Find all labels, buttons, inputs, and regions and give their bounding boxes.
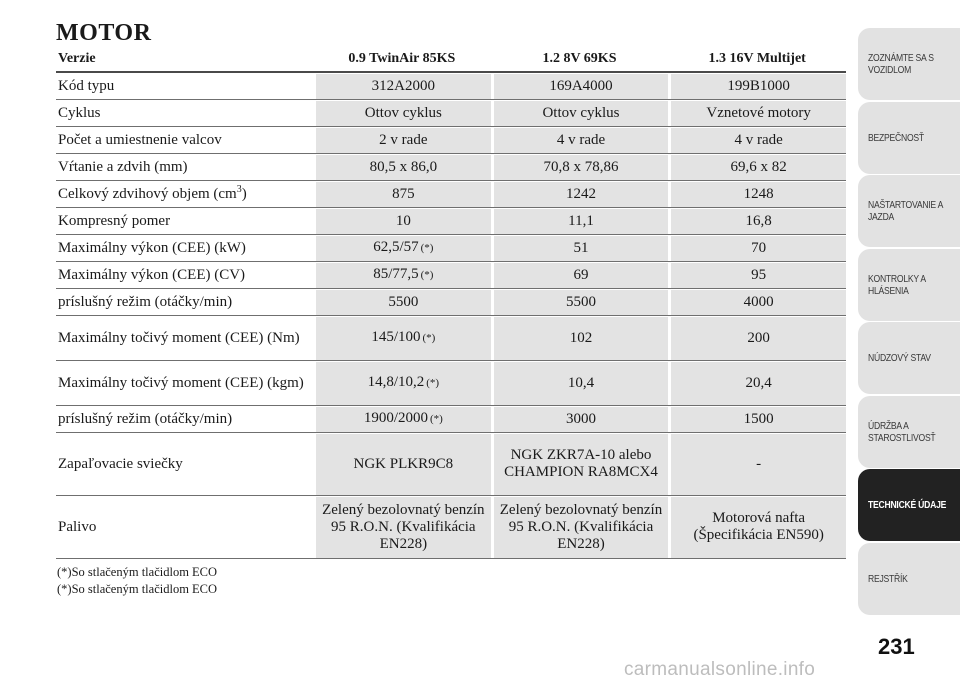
value-twinair-cell	[313, 406, 491, 433]
value-line	[568, 375, 594, 392]
value-shade	[494, 155, 669, 180]
row-label-text: Kompresný pomer	[58, 212, 171, 229]
value-shade	[316, 74, 491, 99]
value-line	[557, 132, 605, 149]
value-line	[573, 267, 588, 284]
value-shade	[671, 362, 846, 405]
table-header-row	[56, 45, 846, 72]
row-label	[56, 208, 313, 235]
value-twinair-cell	[313, 361, 491, 406]
eco-footnote-marker: (*)	[430, 413, 443, 425]
sidebar-tab-label: ÚDRŽBA A STAROSTLIVOSŤ	[868, 419, 936, 444]
row-label	[56, 100, 313, 127]
value-line	[365, 105, 442, 122]
value-multijet-cell	[668, 433, 846, 496]
header-twinair: 0.9 TwinAir 85KS	[313, 45, 491, 72]
value-twinair: NGK PLKR9C8	[353, 455, 454, 472]
value-twinair: 145/100	[371, 329, 421, 345]
value-line	[368, 374, 440, 392]
value-shade	[494, 263, 669, 288]
row-label-text: Palivo	[58, 518, 97, 535]
value-shade	[316, 290, 491, 315]
value-multijet-cell	[668, 127, 846, 154]
value-shade	[494, 128, 669, 153]
table-row	[56, 127, 846, 154]
sidebar-tab-label: NÚDZOVÝ STAV	[868, 352, 931, 364]
row-label-text: Maximálny výkon (CEE) (CV)	[58, 266, 246, 283]
value-line	[727, 78, 790, 95]
eco-footnote-marker: (*)	[426, 377, 440, 389]
header-multijet: 1.3 16V Multijet	[668, 45, 846, 72]
value-multijet-cell	[668, 316, 846, 361]
value-multijet: 70	[751, 239, 767, 256]
value-twinair-cell	[313, 235, 491, 262]
value-line	[735, 132, 783, 149]
row-label	[56, 181, 313, 208]
sidebar-tab[interactable]	[858, 322, 960, 394]
row-label	[56, 154, 313, 181]
row-label-text: príslušný režim (otáčky/min)	[58, 410, 233, 427]
value-12-8v: 102	[569, 329, 593, 346]
table-row	[56, 72, 846, 100]
value-multijet: 16,8	[745, 212, 772, 229]
sidebar-tab-label: TECHNICKÉ ÚDAJE	[868, 499, 947, 511]
row-label-text: príslušný režim (otáčky/min)	[58, 293, 233, 310]
value-12-8v: 3000	[565, 410, 596, 427]
value-multijet-cell	[668, 496, 846, 559]
value-line	[373, 239, 433, 257]
value-multijet: -	[756, 455, 762, 472]
table-row	[56, 235, 846, 262]
value-twinair: 14,8/10,2	[367, 374, 425, 390]
motor-spec-table	[56, 45, 846, 559]
value-shade	[671, 101, 846, 126]
value-line	[746, 375, 772, 392]
table-row	[56, 100, 846, 127]
value-line	[756, 456, 761, 473]
value-line	[371, 329, 435, 347]
value-multijet: Vznetové motory	[706, 104, 811, 121]
row-label	[56, 262, 313, 289]
footnote-eco: (*)So stlačeným tlačidlom ECO	[57, 565, 218, 579]
value-twinair-cell	[313, 316, 491, 361]
value-twinair-cell	[313, 72, 491, 100]
value-multijet: 20,4	[745, 374, 772, 391]
sidebar-tab[interactable]	[858, 249, 960, 321]
table-row	[56, 316, 846, 361]
value-multijet: 1248	[743, 185, 774, 202]
value-line	[316, 502, 491, 553]
value-multijet: 1500	[743, 410, 774, 427]
row-label	[56, 72, 313, 100]
sidebar-tab[interactable]	[858, 28, 960, 100]
value-multijet-cell	[668, 235, 846, 262]
value-12-8v: Zelený bezolovnatý benzín 95 R.O.N. (Kvalifikácia EN228)	[499, 501, 663, 552]
value-shade	[494, 236, 669, 261]
value-shade	[671, 317, 846, 360]
value-line	[744, 411, 774, 428]
value-multijet: 200	[747, 329, 770, 346]
sidebar-tab-label: NAŠTARTOVANIE A JAZDA	[868, 199, 943, 223]
value-twinair: Ottov cyklus	[364, 104, 442, 121]
row-label-text: Počet a umiestnenie valcov	[58, 131, 222, 148]
row-label	[56, 433, 313, 496]
value-multijet-cell	[668, 208, 846, 235]
row-label-text: Zapaľovacie sviečky	[58, 455, 183, 472]
value-12-8v: NGK ZKR7A-10 alebo CHAMPION RA8MCX4	[504, 447, 658, 480]
value-shade	[494, 74, 669, 99]
value-twinair: 85/77,5	[373, 266, 419, 282]
value-multijet: 4000	[743, 293, 774, 310]
value-twinair: 80,5 x 86,0	[369, 158, 438, 175]
value-line	[566, 294, 596, 311]
value-line	[747, 330, 770, 347]
value-twinair-cell	[313, 208, 491, 235]
value-line	[746, 213, 772, 230]
value-12-8v-cell	[491, 433, 669, 496]
sidebar-tab[interactable]	[858, 396, 960, 468]
header-12-8v: 1.2 8V 69KS	[491, 45, 669, 72]
sidebar-tab[interactable]	[858, 469, 960, 541]
page-number: 231	[878, 634, 915, 659]
eco-footnote-marker: (*)	[420, 242, 434, 254]
value-12-8v: 169A4000	[549, 77, 613, 94]
table-row	[56, 433, 846, 496]
sidebar-tab-label: REJSTŘÍK	[868, 572, 908, 585]
value-shade	[494, 497, 669, 558]
value-line	[364, 410, 443, 428]
value-shade	[316, 155, 491, 180]
value-12-8v-cell	[491, 235, 669, 262]
value-multijet-cell	[668, 100, 846, 127]
value-line	[744, 186, 774, 203]
value-shade	[494, 434, 669, 495]
value-line	[373, 266, 433, 284]
unit-superscript: 3	[236, 183, 242, 195]
row-label-text: Maximálny točivý moment (CEE) (kgm)	[58, 374, 304, 391]
value-shade	[316, 362, 491, 405]
row-label-text: Kód typu	[58, 77, 115, 94]
value-shade	[316, 182, 491, 207]
table-row	[56, 361, 846, 406]
value-line	[568, 213, 594, 230]
chapter-sidebar	[858, 28, 960, 616]
value-12-8v: 11,1	[568, 212, 594, 229]
value-12-8v: 10,4	[567, 374, 595, 391]
value-line	[372, 78, 435, 95]
value-line	[354, 456, 454, 473]
sidebar-tab-label: BEZPEČNOSŤ	[868, 131, 924, 144]
value-shade	[494, 101, 669, 126]
row-label-text: Cyklus	[58, 104, 101, 121]
row-label	[56, 289, 313, 316]
value-line	[494, 447, 669, 481]
sidebar-tab-label: ZOZNÁMTE SA S VOZIDLOM	[868, 52, 934, 76]
value-twinair: 10	[395, 212, 411, 229]
value-12-8v: 70,8 x 78,86	[543, 158, 619, 175]
value-shade	[671, 497, 846, 558]
value-12-8v: 69	[573, 266, 589, 283]
table-row	[56, 289, 846, 316]
value-multijet-cell	[668, 406, 846, 433]
row-label	[56, 496, 313, 559]
value-shade	[671, 434, 846, 495]
value-shade	[316, 434, 491, 495]
value-shade	[494, 209, 669, 234]
value-line	[543, 159, 618, 176]
value-multijet-cell	[668, 72, 846, 100]
row-label-tail: )	[241, 185, 247, 202]
header-versions: Verzie	[56, 45, 313, 72]
value-shade	[316, 209, 491, 234]
value-12-8v: 51	[573, 239, 589, 256]
value-twinair-cell	[313, 127, 491, 154]
value-twinair: Zelený bezolovnatý benzín 95 R.O.N. (Kvalifikácia EN228)	[322, 501, 485, 552]
value-multijet-cell	[668, 154, 846, 181]
value-shade	[494, 182, 669, 207]
value-12-8v-cell	[491, 289, 669, 316]
table-row	[56, 208, 846, 235]
row-label-text: Celkový zdvihový objem (cm	[58, 185, 237, 202]
value-shade	[671, 155, 846, 180]
row-label-text: Vŕtanie a zdvih (mm)	[58, 158, 188, 175]
value-line	[370, 159, 438, 176]
value-twinair: 312A2000	[371, 77, 435, 94]
row-label-text: Maximálny točivý moment (CEE) (Nm)	[58, 329, 300, 346]
value-shade	[316, 407, 491, 432]
value-shade	[316, 236, 491, 261]
value-12-8v-cell	[491, 316, 669, 361]
value-twinair-cell	[313, 181, 491, 208]
value-twinair-cell	[313, 433, 491, 496]
value-line	[392, 186, 415, 203]
value-twinair: 1900/2000	[363, 410, 428, 426]
value-line	[566, 186, 596, 203]
value-12-8v-cell	[491, 127, 669, 154]
value-line	[549, 78, 612, 95]
row-label	[56, 406, 313, 433]
value-12-8v-cell	[491, 154, 669, 181]
value-12-8v-cell	[491, 208, 669, 235]
value-line	[494, 502, 669, 553]
table-row	[56, 496, 846, 559]
value-shade	[494, 290, 669, 315]
value-shade	[316, 128, 491, 153]
row-label	[56, 127, 313, 154]
value-12-8v-cell	[491, 181, 669, 208]
value-shade	[494, 407, 669, 432]
value-twinair: 5500	[388, 293, 419, 310]
value-shade	[671, 74, 846, 99]
sidebar-tab[interactable]	[858, 543, 960, 615]
sidebar-tab-label: KONTROLKY A HLÁSENIA	[868, 272, 926, 297]
footnote-eco: (*)So stlačeným tlačidlom ECO	[57, 582, 218, 596]
value-multijet-cell	[668, 181, 846, 208]
value-shade	[671, 182, 846, 207]
value-12-8v-cell	[491, 262, 669, 289]
value-12-8v-cell	[491, 496, 669, 559]
value-shade	[671, 290, 846, 315]
table-row	[56, 181, 846, 208]
value-multijet: 4 v rade	[734, 131, 783, 148]
value-12-8v-cell	[491, 406, 669, 433]
value-multijet: 199B1000	[727, 77, 790, 94]
value-shade	[316, 497, 491, 558]
value-line	[566, 411, 596, 428]
value-line	[744, 294, 774, 311]
sidebar-tab[interactable]	[858, 102, 960, 174]
value-twinair-cell	[313, 154, 491, 181]
value-line	[671, 510, 846, 544]
value-line	[388, 294, 418, 311]
value-line	[379, 132, 427, 149]
value-twinair-cell	[313, 289, 491, 316]
value-12-8v-cell	[491, 72, 669, 100]
value-twinair: 62,5/57	[373, 239, 419, 255]
row-label	[56, 316, 313, 361]
value-shade	[671, 407, 846, 432]
value-line	[570, 330, 593, 347]
value-multijet: 95	[751, 266, 767, 283]
value-12-8v-cell	[491, 100, 669, 127]
value-shade	[671, 263, 846, 288]
value-12-8v: 1242	[565, 185, 596, 202]
value-twinair: 2 v rade	[379, 131, 428, 148]
row-label	[56, 235, 313, 262]
value-twinair-cell	[313, 100, 491, 127]
value-multijet: Motorová nafta (Špecifikácia EN590)	[693, 510, 824, 543]
table-row	[56, 406, 846, 433]
value-12-8v: Ottov cyklus	[542, 104, 620, 121]
value-line	[542, 105, 619, 122]
value-shade	[494, 317, 669, 360]
watermark: carmanualsonline.info	[624, 659, 816, 680]
eco-footnote-marker: (*)	[420, 269, 434, 281]
value-multijet-cell	[668, 289, 846, 316]
row-label-text: Maximálny výkon (CEE) (kW)	[58, 239, 246, 256]
table-row	[56, 262, 846, 289]
value-line	[396, 213, 411, 230]
value-shade	[316, 101, 491, 126]
value-line	[706, 105, 811, 122]
value-twinair-cell	[313, 262, 491, 289]
value-twinair: 875	[392, 185, 415, 202]
value-line	[751, 240, 766, 257]
value-line	[573, 240, 588, 257]
value-line	[731, 159, 787, 176]
value-line	[751, 267, 766, 284]
value-shade	[671, 236, 846, 261]
value-multijet: 69,6 x 82	[730, 158, 787, 175]
value-twinair-cell	[313, 496, 491, 559]
sidebar-tab[interactable]	[858, 175, 960, 247]
value-shade	[671, 209, 846, 234]
value-multijet-cell	[668, 361, 846, 406]
value-shade	[494, 362, 669, 405]
row-label	[56, 361, 313, 406]
value-multijet-cell	[668, 262, 846, 289]
value-shade	[671, 128, 846, 153]
value-12-8v-cell	[491, 361, 669, 406]
eco-footnote-marker: (*)	[422, 332, 436, 344]
value-shade	[316, 317, 491, 360]
value-shade	[316, 263, 491, 288]
section-title: MOTOR	[56, 20, 152, 46]
value-12-8v: 4 v rade	[556, 131, 606, 148]
table-row	[56, 154, 846, 181]
value-12-8v: 5500	[565, 293, 596, 310]
